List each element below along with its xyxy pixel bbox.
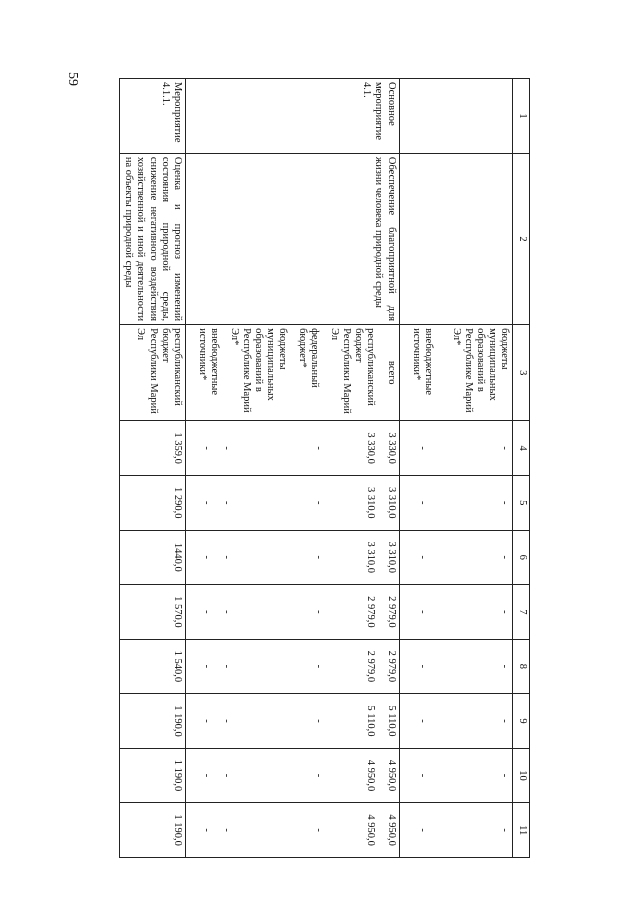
value-cell: 3 310,0 3 310,0 - - - [185,475,399,530]
col-header: 2 [513,153,530,324]
source-cell [399,325,512,421]
value-cell: 1 570,0 [120,585,185,640]
value-cell: 3 330,0 3 330,0 - - - [185,421,399,476]
source-label: бюджеты муниципальных образований в Республике Марий Эл* [450,328,510,413]
value-cell: 1 359,0 [120,421,185,476]
value-cell: - - [399,694,512,749]
row-description-cell: Оценка и прогноз изменений состояния природной среды, снижение негативного воздействия хозяйственной и иной деятельности на объекты природной среды [120,153,185,324]
col-header: 5 [513,475,530,530]
rotated-table-wrapper [110,78,530,858]
value-cell: - - [399,585,512,640]
table-row [120,79,185,858]
source-cell [185,325,399,421]
col-header: 6 [513,530,530,585]
value-cell: 2 979,0 2 979,0 - - - [185,639,399,694]
source-label: республиканский бюджет Республики Марий Эл [135,328,183,414]
col-header: 4 [513,421,530,476]
col-header: 3 [513,325,530,421]
value-cell: - - [399,421,512,476]
source-label: республиканский бюджет Республики Марий Эл [329,328,377,414]
row-description-cell [399,153,512,324]
source-label: внебюджетные источники* [410,328,434,396]
value-cell: 5 110,0 5 110,0 - - - [185,694,399,749]
col-header: 1 [513,79,530,154]
col-header: 10 [513,748,530,803]
value-cell: - - [399,803,512,858]
table-row [185,79,399,858]
value-cell: 3 310,0 3 310,0 - - - [185,530,399,585]
value-cell: - - [399,748,512,803]
value-cell: 1 540,0 [120,639,185,694]
value-cell: 1 290,0 [120,475,185,530]
value-cell: 1 190,0 [120,803,185,858]
value-cell: - - [399,475,512,530]
value-cell: 1 190,0 [120,694,185,749]
table-row [399,79,512,858]
col-header: 9 [513,694,530,749]
row-measure-cell: Мероприятие 4.1.1. [120,79,185,154]
source-label: бюджеты муниципальных образований в Республике Марий Эл* [228,328,289,413]
row-measure-cell: Основное мероприятие 4.1. [185,79,399,154]
value-cell: 1 190,0 [120,748,185,803]
value-cell: 4 950,0 4 950,0 - - - [185,748,399,803]
row-description-cell: Обеспечение благоприятной для жизни человека природной среды [185,153,399,324]
source-cell [120,325,185,421]
page-number: 59 [65,72,80,86]
budget-table [119,78,530,858]
value-cell: 1440,0 [120,530,185,585]
value-cell: 4 950,0 4 950,0 - - - [185,803,399,858]
value-cell: 2 979,0 2 979,0 - - - [185,585,399,640]
value-cell: - - [399,530,512,585]
header-row [513,79,530,858]
source-label: внебюджетные источники* [196,328,220,396]
value-cell: - - [399,639,512,694]
source-label: всего [385,360,397,385]
source-label: федеральный бюджет* [297,328,321,388]
col-header: 7 [513,585,530,640]
col-header: 8 [513,639,530,694]
row-measure-cell [399,79,512,154]
col-header: 11 [513,803,530,858]
